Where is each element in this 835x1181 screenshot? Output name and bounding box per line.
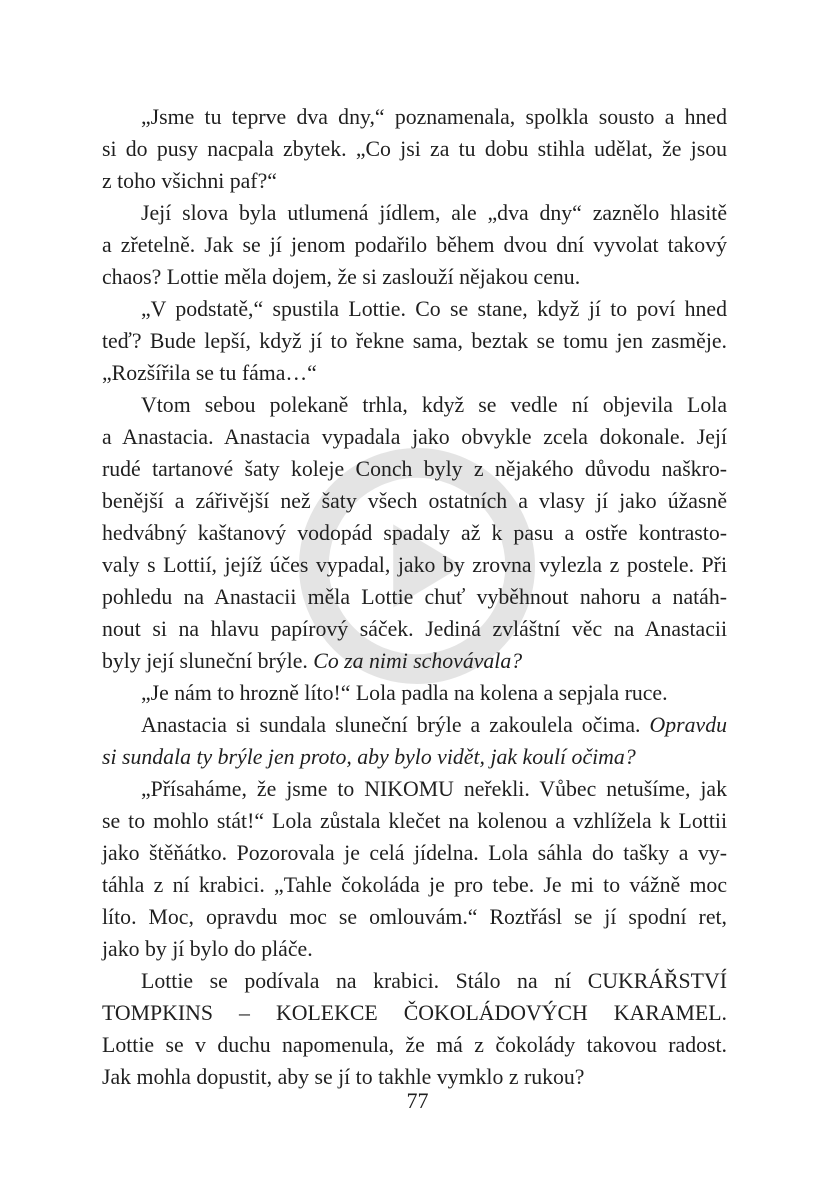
line-text: „Je nám to hrozně líto!“ Lola padla na kolena a sepjala ruce. [141, 681, 668, 705]
italic-text: Co za nimi schovávala? [313, 649, 523, 673]
text-line [102, 837, 727, 869]
text-line [102, 325, 727, 357]
text-line [102, 165, 727, 197]
text-line [102, 677, 727, 709]
line-text: valy s Lottií, jejíž účes vypadal, jako by zrovna vylezla z postele. Při [102, 553, 727, 577]
line-text: benější a zářivější než šaty všech ostatních a vlasy jí jako úžasně [102, 489, 727, 513]
line-text: hedvábný kaštanový vodopád spadaly až k pasu a ostře kontrasto- [102, 521, 727, 545]
line-text: líto. Moc, opravdu moc se omlouvám.“ Roztřásl se jí spodní ret, [102, 905, 727, 929]
text-line [102, 613, 727, 645]
text-line [102, 197, 727, 229]
line-text: teď? Bude lepší, když jí to řekne sama, beztak se tomu jen zasměje. [102, 329, 727, 353]
text-line [102, 1029, 727, 1061]
line-text: Její slova byla utlumená jídlem, ale „dva dny“ zaznělo hlasitě [141, 201, 727, 225]
text-line [102, 901, 727, 933]
text-line [102, 357, 727, 389]
text-line [102, 645, 727, 677]
line-text: „Jsme tu teprve dva dny,“ poznamenala, spolkla sousto a hned [141, 105, 727, 129]
line-text: jako štěňátko. Pozorovala je celá jídelna. Lola sáhla do tašky a vy- [102, 841, 727, 865]
line-text: Lottie se v duchu napomenula, že má z čokolády takovou radost. [102, 1033, 727, 1057]
line-text: a zřetelně. Jak se jí jenom podařilo během dvou dní vyvolat takový [102, 233, 727, 257]
text-line [102, 261, 727, 293]
text-line [102, 933, 727, 965]
text-line [102, 229, 727, 261]
line-text: pohledu na Anastacii měla Lottie chuť vyběhnout nahoru a natáh- [102, 585, 727, 609]
line-text: nout si na hlavu papírový sáček. Jediná zvláštní věc na Anastacii [102, 617, 727, 641]
line-text: Vtom sebou polekaně trhla, když se vedle ní objevila Lola [141, 393, 727, 417]
line-text: si sundala ty brýle jen proto, aby bylo vidět, jak koulí očima? [102, 745, 636, 769]
body-text [102, 101, 727, 1093]
line-text: chaos? Lottie měla dojem, že si zaslouží nějakou cenu. [102, 265, 581, 289]
text-line [102, 293, 727, 325]
line-text: Jak mohla dopustit, aby se jí to takhle vymklo z rukou? [102, 1065, 585, 1089]
italic-text: Opravdu [649, 713, 727, 737]
line-text: Anastacia si sundala sluneční brýle a zakoulela očima. [141, 713, 641, 737]
line-text: se to mohlo stát!“ Lola zůstala klečet na kolenou a vzhlížela k Lottii [102, 809, 727, 833]
line-text: TOMPKINS – KOLEKCE ČOKOLÁDOVÝCH KARAMEL. [102, 1001, 727, 1025]
line-text: Lottie se podívala na krabici. Stálo na ní CUKRÁŘSTVÍ [141, 969, 727, 993]
line-text: z toho všichni paf?“ [102, 169, 277, 193]
text-line [102, 421, 727, 453]
text-line [102, 581, 727, 613]
text-line [102, 709, 727, 741]
text-line [102, 133, 727, 165]
line-text: byly její sluneční brýle. [102, 649, 308, 673]
line-text: táhla z ní krabici. „Tahle čokoláda je pro tebe. Je mi to vážně moc [102, 873, 727, 897]
text-line [102, 485, 727, 517]
line-text: si do pusy nacpala zbytek. „Co jsi za tu dobu stihla udělat, že jsou [102, 137, 727, 161]
line-text: „V podstatě,“ spustila Lottie. Co se stane, když jí to poví hned [141, 297, 727, 321]
text-line [102, 965, 727, 997]
text-line [102, 741, 727, 773]
text-line [102, 453, 727, 485]
text-line [102, 773, 727, 805]
text-line [102, 997, 727, 1029]
line-text: jako by jí bylo do pláče. [102, 937, 313, 961]
text-line [102, 805, 727, 837]
page-number: 77 [406, 1088, 429, 1113]
line-text: „Přísaháme, že jsme to NIKOMU neřekli. Vůbec netušíme, jak [141, 777, 727, 801]
text-line [102, 517, 727, 549]
text-line [102, 389, 727, 421]
text-line [102, 101, 727, 133]
line-text: rudé tartanové šaty koleje Conch byly z nějakého důvodu naškro- [102, 457, 727, 481]
text-line [102, 549, 727, 581]
line-text: a Anastacia. Anastacia vypadala jako obvykle zcela dokonale. Její [102, 425, 727, 449]
text-line [102, 869, 727, 901]
line-text: „Rozšířila se tu fáma…“ [102, 361, 317, 385]
